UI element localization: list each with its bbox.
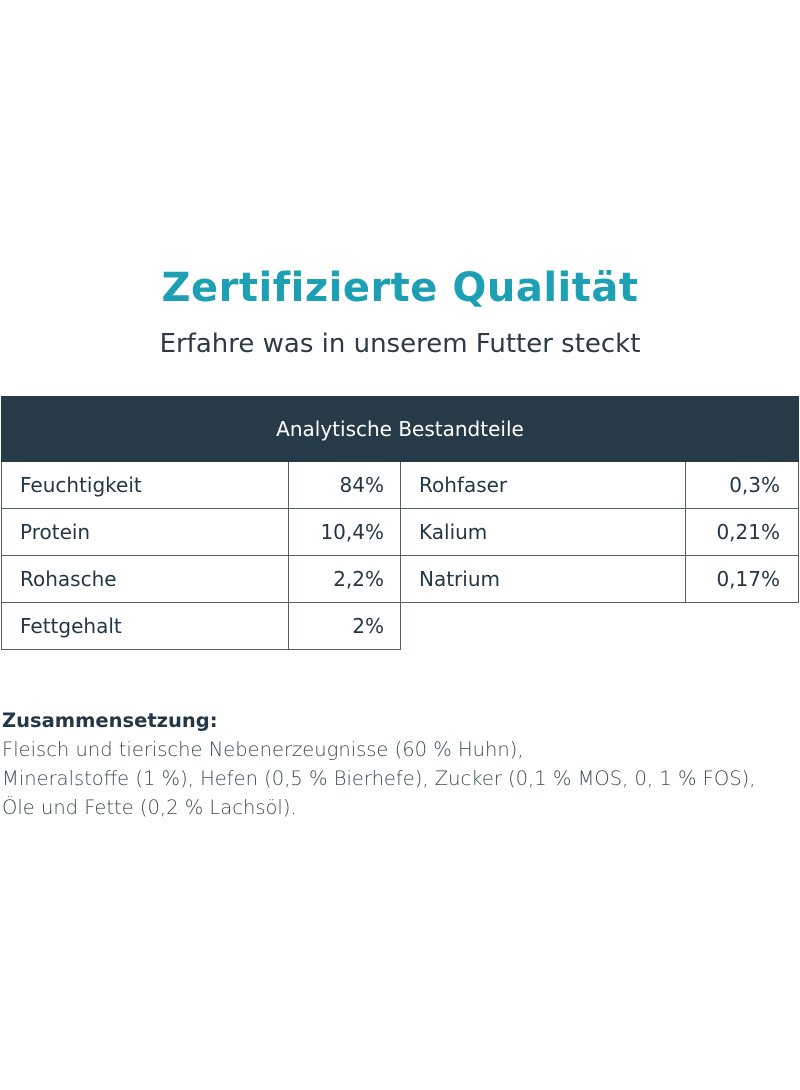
table-row — [1, 462, 800, 509]
table-row — [1, 509, 800, 556]
table-header — [1, 396, 799, 462]
row-label: Feuchtigkeit — [1, 462, 289, 509]
row-label: Natrium — [401, 556, 686, 603]
row-label: Kalium — [401, 509, 686, 556]
row-value: 0,21% — [686, 509, 799, 556]
row-value: 10,4% — [289, 509, 401, 556]
composition-line: Fleisch und tierische Nebenerzeugnisse (60 % Huhn), — [2, 738, 524, 761]
analysis-table — [1, 462, 800, 650]
row-value: 0,17% — [686, 556, 799, 603]
row-value: 84% — [289, 462, 401, 509]
row-label: Rohfaser — [401, 462, 686, 509]
row-value: 2,2% — [289, 556, 401, 603]
composition-line: Öle und Fette (0,2 % Lachsöl). — [2, 796, 297, 819]
table-title: Analytische Bestandteile — [276, 417, 524, 441]
row-label: Rohasche — [1, 556, 289, 603]
page-subtitle: Erfahre was in unserem Futter steckt — [159, 329, 641, 359]
composition-section — [2, 706, 792, 822]
page-title: Zertifizierte Qualität — [161, 265, 639, 311]
row-value: 0,3% — [686, 462, 799, 509]
row-value: 2% — [289, 603, 401, 650]
composition-title: Zusammensetzung: — [2, 709, 218, 732]
composition-line: Mineralstoffe (1 %), Hefen (0,5 % Bierhefe), Zucker (0,1 % MOS, 0, 1 % FOS), — [2, 767, 756, 790]
row-label: Protein — [1, 509, 289, 556]
table-row — [1, 603, 800, 650]
row-label: Fettgehalt — [1, 603, 289, 650]
table-row — [1, 556, 800, 603]
